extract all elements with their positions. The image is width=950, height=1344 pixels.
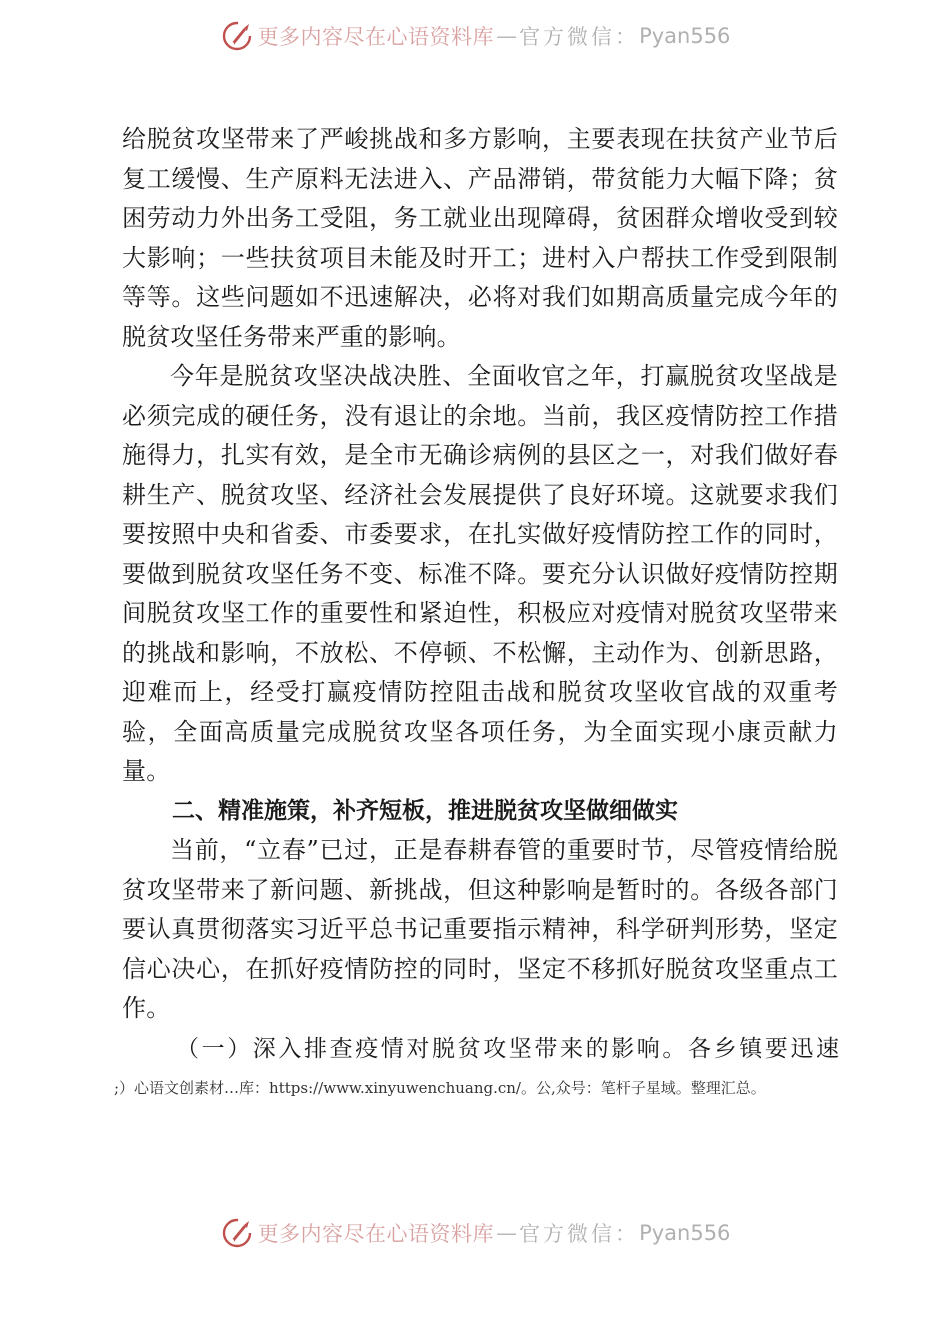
paragraph-3: 当前，“立春”已过，正是春耕春管的重要时节，尽管疫情给脱贫攻坚带来了新问题、新挑战，但这种影响是暂时的。各级各部门要认真贯彻落实习近平总书记重要指示精神，科学研判形势，坚定信心决心，在抓好疫情防控的同时，坚定不移抓好脱贫攻坚重点工作。 xyxy=(122,836,838,1022)
footer-banner xyxy=(0,1213,950,1253)
document-body xyxy=(122,120,842,1069)
banner-separator: — xyxy=(496,1221,518,1245)
source-footnote: ;）心语文创素材…库：https://www.xinyuwenchuang.cn/。公,众号：笔杆子星域。整理汇总。 xyxy=(114,1079,766,1097)
wechat-label: 官方微信： xyxy=(519,25,640,49)
section-heading: 二、精准施策，补齐短板，推进脱贫攻坚做细做实 xyxy=(172,797,678,824)
brand-name: 更多内容尽在心语资料库 xyxy=(257,25,495,49)
wechat-id: Pyan556 xyxy=(639,1221,731,1245)
banner-separator: — xyxy=(496,24,518,48)
quill-logo-icon xyxy=(220,19,254,53)
brand-name: 更多内容尽在心语资料库 xyxy=(257,1222,495,1246)
wechat-id: Pyan556 xyxy=(639,24,731,48)
quill-logo-icon xyxy=(220,1216,254,1250)
paragraph-1: 给脱贫攻坚带来了严峻挑战和多方影响，主要表现在扶贫产业节后复工缓慢、生产原料无法进入、产品滞销，带贫能力大幅下降；贫困劳动力外出务工受阻，务工就业出现障碍，贫困群众增收受到较大影响；一些扶贫项目未能及时开工；进村入户帮扶工作受到限制等等。这些问题如不迅速解决，必将对我们如期高质量完成今年的脱贫攻坚任务带来严重的影响。 xyxy=(122,125,838,351)
paragraph-2: 今年是脱贫攻坚决战决胜、全面收官之年，打赢脱贫攻坚战是必须完成的硬任务，没有退让的余地。当前，我区疫情防控工作措施得力，扎实有效，是全市无确诊病例的县区之一，对我们做好春耕生产、脱贫攻坚、经济社会发展提供了良好环境。这就要求我们要按照中央和省委、市委要求，在扎实做好疫情防控工作的同时，要做到脱贫攻坚任务不变、标准不降。要充分认识做好疫情防控期间脱贫攻坚工作的重要性和紧迫性，积极应对疫情对脱贫攻坚带来的挑战和影响，不放松、不停顿、不松懈，主动作为、创新思路，迎难而上，经受打赢疫情防控阻击战和脱贫攻坚收官战的双重考验，全面高质量完成脱贫攻坚各项任务，为全面实现小康贡献力量。 xyxy=(122,362,838,785)
header-banner xyxy=(0,16,950,56)
subsection-heading: （一）深入排查疫情对脱贫攻坚带来的影响。各乡镇要迅速 xyxy=(176,1035,842,1062)
wechat-label: 官方微信： xyxy=(519,1222,640,1246)
